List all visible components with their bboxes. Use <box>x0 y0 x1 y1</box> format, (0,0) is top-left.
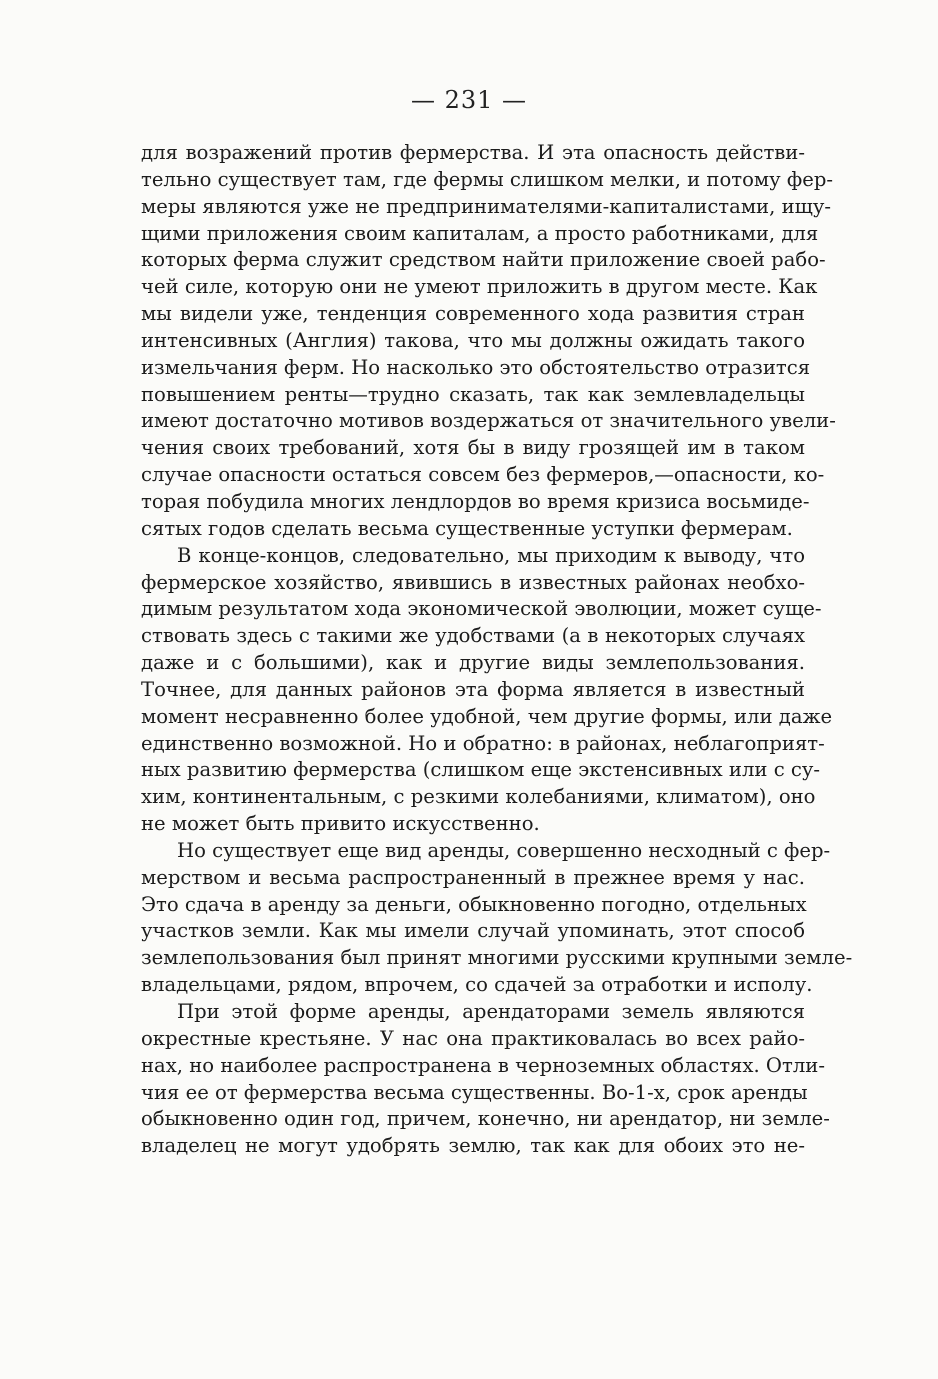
text-line: торая побудила многих лендлордов во время кризиса восьмиде- <box>141 489 810 513</box>
text-line: Это сдача в аренду за деньги, обыкновенно погодно, отдельных <box>141 892 807 916</box>
text-line: Точнее, для данных районов эта форма является в известный <box>141 677 805 701</box>
text-line: владелец не могут удобрять землю, так как для обоих это не- <box>141 1134 805 1158</box>
text-line: Но существует еще вид аренды, совершенно несходный с фер- <box>177 838 831 862</box>
text-line: интенсивных (Англия) такова, что мы должны ожидать такого <box>141 328 805 352</box>
paragraph <box>141 543 833 838</box>
text-line: измельчания ферм. Но насколько это обстоятельство отразится <box>141 355 811 379</box>
text-line: имеют достаточно мотивов воздержаться от значительного увели- <box>141 409 836 433</box>
text-line: тельно существует там, где фермы слишком мелки, и потому фер- <box>141 167 834 191</box>
text-line: мерством и весьма распространенный в прежнее время у нас. <box>141 865 805 889</box>
text-line: фермерское хозяйство, явившись в известных районах необхо- <box>141 570 805 594</box>
text-line: для возражений против фермерства. И эта опасность действи- <box>141 141 805 164</box>
text-line: При этой форме аренды, арендаторами земель являются <box>177 1000 805 1023</box>
text-line: участков земли. Как мы имели случай упоминать, этот способ <box>141 919 805 943</box>
text-line: обыкновенно один год, причем, конечно, ни арендатор, ни земле- <box>141 1107 830 1131</box>
body-text <box>141 140 853 1160</box>
paragraph <box>141 838 853 999</box>
page-number: — 231 — <box>410 86 528 114</box>
text-line: окрестные крестьяне. У нас она практиковалась во всех райо- <box>141 1026 805 1050</box>
text-line: щими приложения своим капиталам, а просто работниками, для <box>141 221 819 245</box>
text-line: землепользования был принят многими русскими крупными земле- <box>141 946 853 970</box>
text-line: даже и с большими), как и другие виды землепользования. <box>141 651 805 675</box>
text-line: которых ферма служит средством найти приложение своей рабо- <box>141 248 826 272</box>
text-line: меры являются уже не предпринимателями-капиталистами, ищу- <box>141 194 832 218</box>
paragraph <box>141 140 836 543</box>
text-line: момент несравненно более удобной, чем другие формы, или даже <box>141 704 833 728</box>
text-line: повышением ренты—трудно сказать, так как землевладельцы <box>141 382 805 406</box>
text-line: мы видели уже, тенденция современного хода развития стран <box>141 302 805 326</box>
text-line: чия ее от фермерства весьма существенны. Во-1-х, срок аренды <box>141 1080 808 1104</box>
text-line: чения своих требований, хотя бы в виду грозящей им в таком <box>141 436 805 460</box>
text-line: единственно возможной. Но и обратно: в районах, неблагоприят- <box>141 731 825 755</box>
text-line: не может быть привито искусственно. <box>141 812 540 836</box>
paragraph <box>141 999 830 1160</box>
text-line: нах, но наиболее распространена в черноземных областях. Отли- <box>141 1053 825 1077</box>
text-line: ствовать здесь с такими же удобствами (а в некоторых случаях <box>141 624 805 648</box>
text-line: хим, континентальным, с резкими колебаниями, климатом), оно <box>141 785 816 809</box>
text-line: владельцами, рядом, впрочем, со сдачей за отработки и исполу. <box>141 973 813 997</box>
text-line: В конце-концов, следовательно, мы приходим к выводу, что <box>177 543 805 567</box>
text-line: сятых годов сделать весьма существенные уступки фермерам. <box>141 516 793 540</box>
text-line: случае опасности остаться совсем без фермеров,—опасности, ко- <box>141 463 825 487</box>
text-line: ных развитию фермерства (слишком еще экстенсивных или с су- <box>141 758 821 782</box>
text-line: чей силе, которую они не умеют приложить в другом месте. Как <box>141 275 818 299</box>
text-line: димым результатом хода экономической эволюции, может суще- <box>141 597 822 621</box>
